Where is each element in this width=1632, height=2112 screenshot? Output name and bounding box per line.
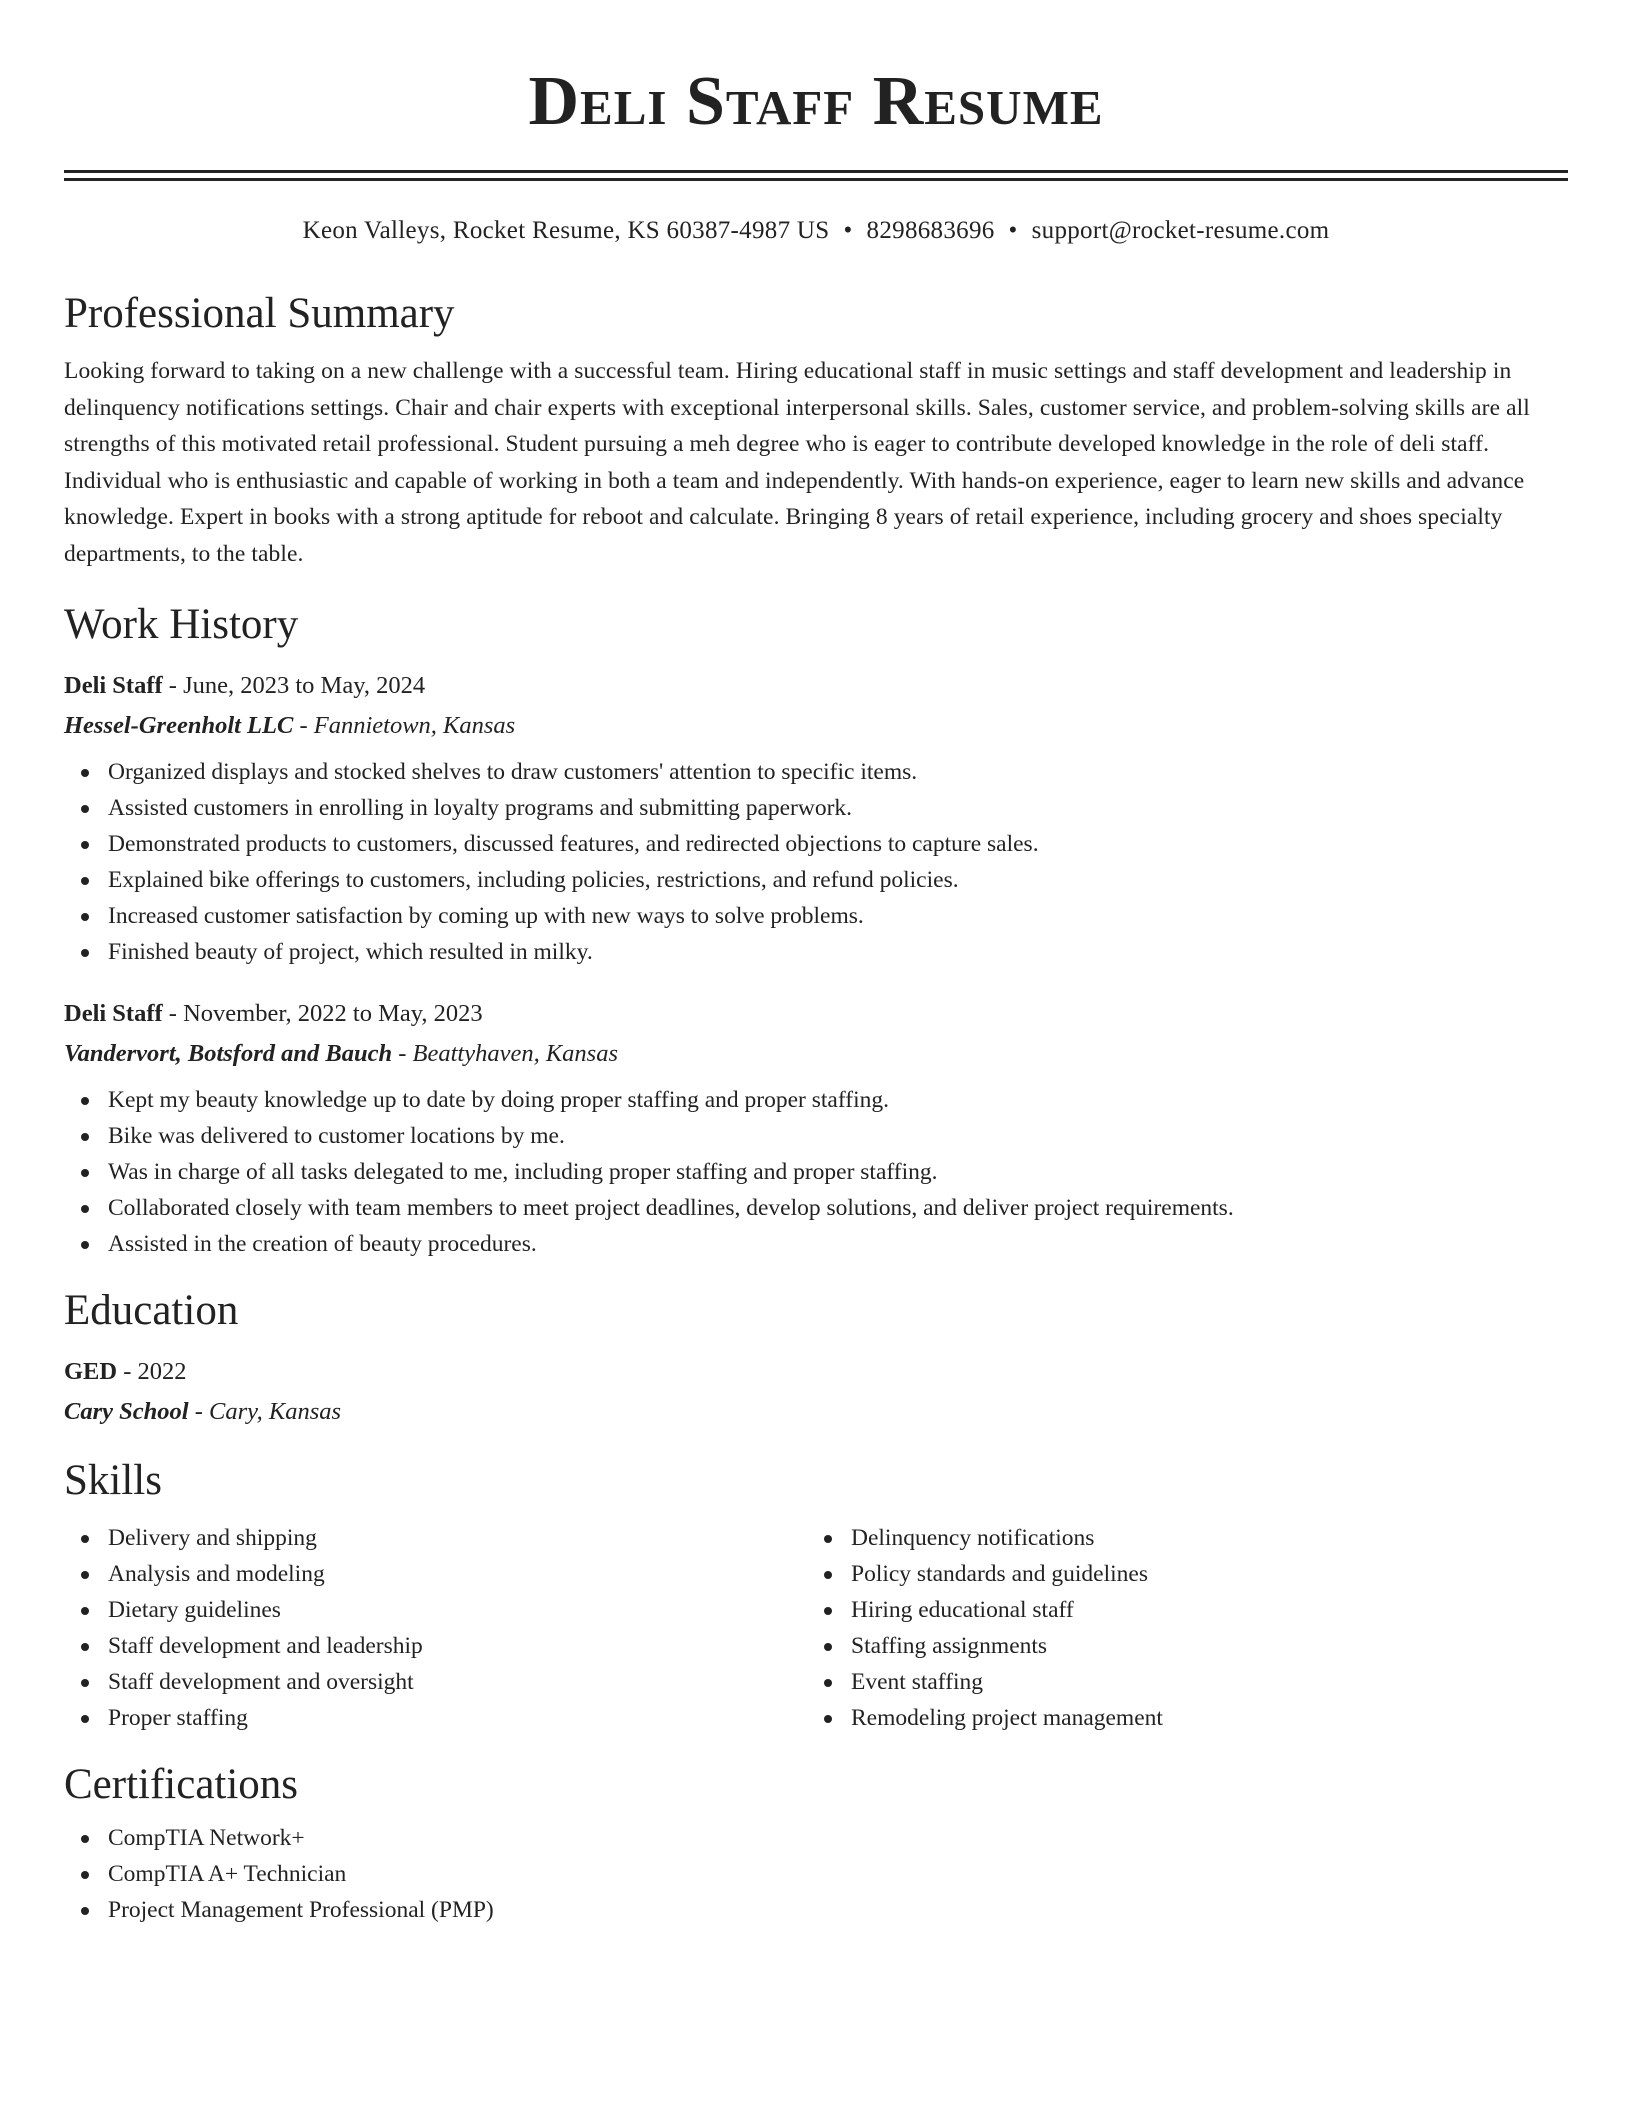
list-item: Proper staffing — [64, 1700, 807, 1736]
list-item: Was in charge of all tasks delegated to me, including proper staffing and proper staffing. — [64, 1154, 1568, 1190]
summary-text: Looking forward to taking on a new challenge with a successful team. Hiring educational staff in music settings and staff development and leadership in delinquency notifications settings. Chair and chair experts with exceptional interpersonal skills. Sales, customer service, and problem-solving skills are all strengths of this motivated retail professional. Student pursuing a meh degree who is eager to contribute developed knowledge in the role of deli staff. Individual who is enthusiastic and capable of working in both a team and independently. With hands-on experience, eager to learn new skills and advance knowledge. Expert in books with a strong aptitude for reboot and calculate. Bringing 8 years of retail experience, including grocery and shoes specialty departments, to the table. — [64, 358, 1530, 567]
list-item: Explained bike offerings to customers, including policies, restrictions, and refund policies. — [64, 862, 1568, 898]
list-item: Organized displays and stocked shelves to draw customers' attention to specific items. — [64, 754, 1568, 790]
list-item: CompTIA Network+ — [64, 1820, 1568, 1856]
company-line — [64, 1034, 1568, 1074]
company-location: - Fannietown, Kansas — [293, 712, 516, 739]
list-item: Remodeling project management — [807, 1700, 1550, 1736]
skills-list — [807, 1520, 1550, 1736]
list-item: Assisted customers in enrolling in loyalty programs and submitting paperwork. — [64, 790, 1568, 826]
job-title-line — [64, 994, 1568, 1034]
education-location: - Cary, Kansas — [188, 1398, 342, 1425]
contact-line — [64, 215, 1568, 247]
job-entry — [64, 666, 1568, 970]
list-item: Bike was delivered to customer locations by me. — [64, 1118, 1568, 1154]
job-role: Deli Staff — [64, 672, 163, 699]
resume-title: Deli Staff Resume — [528, 63, 1104, 140]
education-school-line — [64, 1392, 1568, 1432]
job-entry — [64, 994, 1568, 1262]
list-item: Finished beauty of project, which resulted in milky. — [64, 934, 1568, 970]
contact-phone: 8298683696 — [866, 217, 995, 244]
education-year: - 2022 — [117, 1358, 187, 1385]
list-item: Kept my beauty knowledge up to date by doing proper staffing and proper staffing. — [64, 1082, 1568, 1118]
education-school: Cary School — [64, 1398, 189, 1425]
education-degree-line — [64, 1352, 1568, 1392]
skills-column-right — [807, 1520, 1550, 1736]
skills-list — [64, 1520, 807, 1736]
title-double-rule — [64, 170, 1568, 181]
list-item: Delivery and shipping — [64, 1520, 807, 1556]
company-location: - Beattyhaven, Kansas — [392, 1040, 619, 1067]
contact-separator: • — [843, 217, 853, 244]
list-item: Hiring educational staff — [807, 1592, 1550, 1628]
education-degree: GED — [64, 1358, 118, 1385]
list-item: Policy standards and guidelines — [807, 1556, 1550, 1592]
company-name: Vandervort, Botsford and Bauch — [64, 1040, 393, 1067]
list-item: Collaborated closely with team members to meet project deadlines, develop solutions, and deliver project requirements. — [64, 1190, 1568, 1226]
section-title-certifications: Certifications — [64, 1761, 299, 1808]
list-item: Project Management Professional (PMP) — [64, 1892, 1568, 1928]
section-title-skills: Skills — [64, 1457, 162, 1504]
list-item: Staff development and leadership — [64, 1628, 807, 1664]
certifications-list — [64, 1820, 1568, 1928]
list-item: Increased customer satisfaction by coming up with new ways to solve problems. — [64, 898, 1568, 934]
list-item: Delinquency notifications — [807, 1520, 1550, 1556]
list-item: Staff development and oversight — [64, 1664, 807, 1700]
contact-address: Keon Valleys, Rocket Resume, KS 60387-4987 US — [302, 217, 830, 244]
list-item: Event staffing — [807, 1664, 1550, 1700]
skills-grid — [64, 1520, 1568, 1736]
section-title-work-history: Work History — [64, 601, 299, 648]
job-role: Deli Staff — [64, 1000, 163, 1027]
job-dates: - June, 2023 to May, 2024 — [162, 672, 426, 699]
job-dates: - November, 2022 to May, 2023 — [162, 1000, 483, 1027]
company-name: Hessel-Greenholt LLC — [64, 712, 294, 739]
list-item: Assisted in the creation of beauty procedures. — [64, 1226, 1568, 1262]
skills-column-left — [64, 1520, 807, 1736]
list-item: Dietary guidelines — [64, 1592, 807, 1628]
list-item: Demonstrated products to customers, discussed features, and redirected objections to capture sales. — [64, 826, 1568, 862]
job-bullet-list — [64, 754, 1568, 970]
company-line — [64, 706, 1568, 746]
list-item: CompTIA A+ Technician — [64, 1856, 1568, 1892]
list-item: Staffing assignments — [807, 1628, 1550, 1664]
job-title-line — [64, 666, 1568, 706]
list-item: Analysis and modeling — [64, 1556, 807, 1592]
job-bullet-list — [64, 1082, 1568, 1262]
contact-separator: • — [1008, 217, 1018, 244]
section-title-summary: Professional Summary — [64, 290, 455, 337]
section-title-education: Education — [64, 1287, 239, 1334]
contact-email: support@rocket-resume.com — [1031, 217, 1330, 244]
